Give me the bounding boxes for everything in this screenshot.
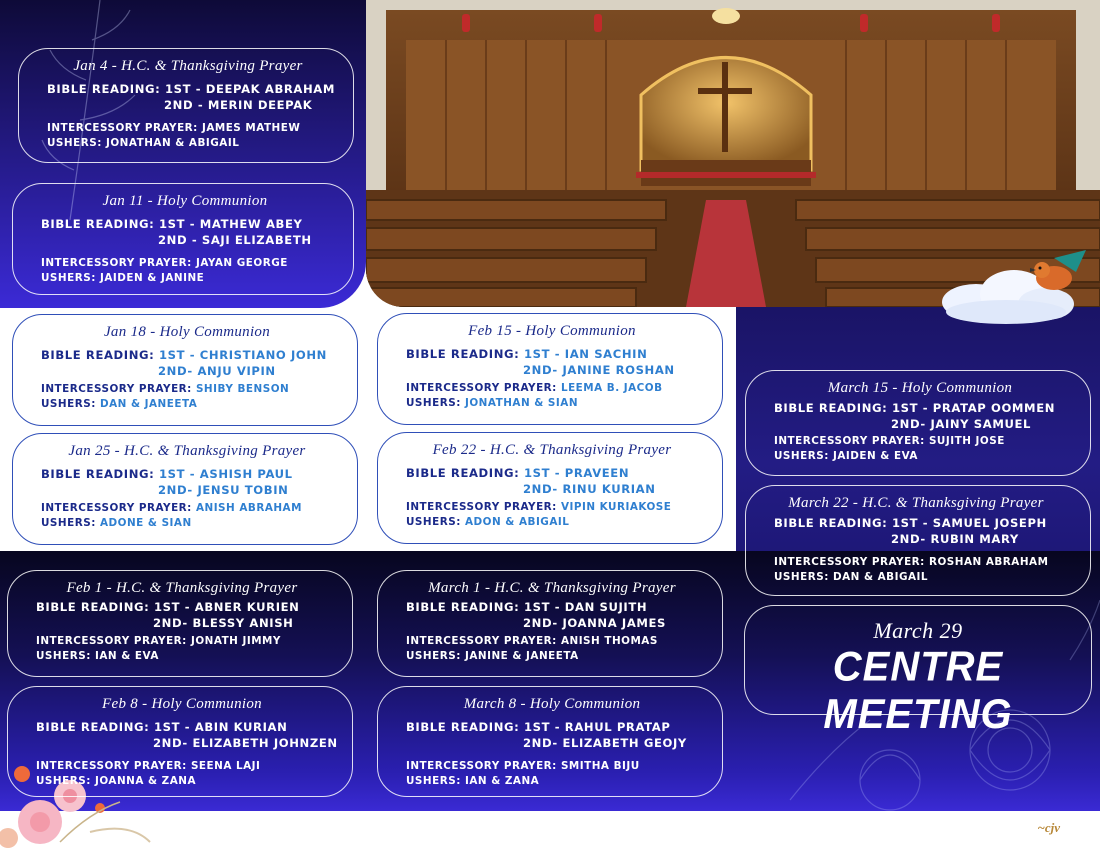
intercessory-prayer bbox=[406, 500, 710, 515]
bible-reading-label: BIBLE READING: bbox=[406, 600, 520, 614]
bible-reading-1st bbox=[47, 81, 341, 97]
bible-reading-1st-value: 1ST - IAN SACHIN bbox=[523, 347, 648, 361]
schedule-card-feb-8 bbox=[7, 686, 353, 797]
intercessory-prayer-label: INTERCESSORY PRAYER: bbox=[406, 635, 557, 647]
bible-reading-1st bbox=[766, 515, 1078, 531]
card-title: March 8 - Holy Communion bbox=[463, 696, 641, 712]
ushers bbox=[41, 271, 341, 286]
bible-reading-1st bbox=[36, 599, 340, 615]
ushers-value: JONATHAN & ABIGAIL bbox=[105, 136, 240, 149]
intercessory-prayer-label: INTERCESSORY PRAYER: bbox=[41, 502, 192, 514]
bible-reading-2nd: 2ND- JAINY SAMUEL bbox=[891, 417, 1031, 431]
card-title: Jan 11 - Holy Communion bbox=[102, 193, 268, 209]
bible-reading-1st bbox=[406, 465, 710, 481]
ushers-value: IAN & EVA bbox=[94, 649, 159, 662]
intercessory-prayer-value: SMITHA BIJU bbox=[560, 760, 640, 772]
bible-reading-1st-value: 1ST - PRATAP OOMMEN bbox=[891, 401, 1056, 415]
bible-reading-1st-value: 1ST - ABIN KURIAN bbox=[153, 720, 288, 734]
bible-reading-1st-value: 1ST - ASHISH PAUL bbox=[158, 467, 293, 481]
ushers-label: USHERS: bbox=[36, 649, 91, 662]
ushers bbox=[406, 396, 710, 411]
bible-reading-1st bbox=[41, 466, 345, 482]
ushers-value: IAN & ZANA bbox=[464, 774, 540, 787]
ushers-label: USHERS: bbox=[406, 515, 461, 528]
intercessory-prayer-label: INTERCESSORY PRAYER: bbox=[406, 382, 557, 394]
ushers-value: JAIDEN & EVA bbox=[832, 449, 918, 462]
bible-reading-label: BIBLE READING: bbox=[47, 82, 161, 96]
card-title: March 1 - H.C. & Thanksgiving Prayer bbox=[428, 580, 676, 596]
ushers-value: ADON & ABIGAIL bbox=[464, 515, 570, 528]
intercessory-prayer bbox=[406, 381, 710, 396]
ushers-label: USHERS: bbox=[406, 774, 461, 787]
bible-reading-1st bbox=[406, 719, 710, 735]
intercessory-prayer bbox=[41, 501, 345, 516]
schedule-card-feb-22 bbox=[377, 432, 723, 544]
card-title: Feb 22 - H.C. & Thanksgiving Prayer bbox=[432, 442, 672, 458]
intercessory-prayer-value: ANISH THOMAS bbox=[560, 635, 658, 647]
centre-meeting-card bbox=[744, 605, 1092, 738]
card-title: Jan 4 - H.C. & Thanksgiving Prayer bbox=[73, 58, 303, 74]
ushers-label: USHERS: bbox=[36, 774, 91, 787]
bible-reading-2nd: 2ND- JOANNA JAMES bbox=[523, 616, 666, 630]
ushers bbox=[41, 516, 345, 531]
intercessory-prayer-label: INTERCESSORY PRAYER: bbox=[36, 635, 187, 647]
ushers-value: DAN & ABIGAIL bbox=[832, 570, 929, 583]
intercessory-prayer-value: JONATH JIMMY bbox=[190, 635, 281, 647]
bible-reading-label: BIBLE READING: bbox=[41, 348, 155, 362]
ushers bbox=[36, 774, 340, 789]
bible-reading-1st-value: 1ST - ABNER KURIEN bbox=[153, 600, 300, 614]
bible-reading-label: BIBLE READING: bbox=[406, 720, 520, 734]
ushers-value: JAIDEN & JANINE bbox=[99, 271, 205, 284]
card-title: Jan 18 - Holy Communion bbox=[103, 324, 271, 340]
schedule-card-march-1 bbox=[377, 570, 723, 677]
intercessory-prayer-value: ROSHAN ABRAHAM bbox=[928, 556, 1049, 568]
ushers bbox=[774, 449, 1078, 464]
bible-reading-label: BIBLE READING: bbox=[36, 720, 150, 734]
ushers-label: USHERS: bbox=[406, 396, 461, 409]
ushers-label: USHERS: bbox=[774, 570, 829, 583]
intercessory-prayer-value: ANISH ABRAHAM bbox=[195, 502, 302, 514]
ushers bbox=[41, 397, 345, 412]
intercessory-prayer bbox=[406, 759, 710, 774]
bible-reading-2nd: 2ND- BLESSY ANISH bbox=[153, 616, 294, 630]
card-title: Feb 8 - Holy Communion bbox=[102, 696, 262, 712]
bible-reading-1st bbox=[406, 346, 710, 362]
intercessory-prayer bbox=[766, 555, 1078, 570]
centre-meeting-date: March 29 bbox=[873, 618, 963, 643]
bible-reading-1st bbox=[41, 347, 345, 363]
bible-reading-1st bbox=[774, 400, 1078, 416]
intercessory-prayer bbox=[47, 121, 341, 136]
bible-reading-1st-value: 1ST - PRAVEEN bbox=[523, 466, 630, 480]
intercessory-prayer-value: JAYAN GEORGE bbox=[195, 257, 288, 269]
intercessory-prayer-label: INTERCESSORY PRAYER: bbox=[406, 501, 557, 513]
bible-reading-label: BIBLE READING: bbox=[406, 347, 520, 361]
schedule-card-march-22 bbox=[745, 485, 1091, 596]
schedule-card-march-8 bbox=[377, 686, 723, 797]
intercessory-prayer-label: INTERCESSORY PRAYER: bbox=[406, 760, 557, 772]
intercessory-prayer-label: INTERCESSORY PRAYER: bbox=[41, 383, 192, 395]
bible-reading-2nd: 2ND- ELIZABETH JOHNZEN bbox=[153, 736, 338, 750]
ushers bbox=[406, 774, 710, 789]
intercessory-prayer-label: INTERCESSORY PRAYER: bbox=[774, 556, 925, 568]
ushers-label: USHERS: bbox=[406, 649, 461, 662]
footer-strip bbox=[0, 811, 1100, 850]
intercessory-prayer-label: INTERCESSORY PRAYER: bbox=[774, 435, 925, 447]
bible-reading-label: BIBLE READING: bbox=[41, 217, 155, 231]
intercessory-prayer bbox=[774, 434, 1078, 449]
schedule-card-feb-15 bbox=[377, 313, 723, 425]
bible-reading-2nd: 2ND- JANINE ROSHAN bbox=[523, 363, 675, 377]
bible-reading-1st-value: 1ST - SAMUEL JOSEPH bbox=[891, 516, 1047, 530]
bible-reading-1st bbox=[41, 216, 341, 232]
bible-reading-label: BIBLE READING: bbox=[36, 600, 150, 614]
intercessory-prayer-value: SUJITH JOSE bbox=[928, 435, 1005, 447]
intercessory-prayer bbox=[41, 256, 341, 271]
schedule-card-jan-18 bbox=[12, 314, 358, 426]
ushers bbox=[47, 136, 341, 151]
card-title: March 15 - Holy Communion bbox=[827, 380, 1013, 396]
schedule-card-jan-4 bbox=[18, 48, 354, 163]
schedule-card-march-15 bbox=[745, 370, 1091, 476]
intercessory-prayer-label: INTERCESSORY PRAYER: bbox=[36, 760, 187, 772]
ushers-value: ADONE & SIAN bbox=[99, 516, 192, 529]
intercessory-prayer bbox=[36, 759, 340, 774]
ushers-label: USHERS: bbox=[774, 449, 829, 462]
ushers-label: USHERS: bbox=[41, 397, 96, 410]
ushers-value: JOANNA & ZANA bbox=[94, 774, 196, 787]
card-title: Feb 1 - H.C. & Thanksgiving Prayer bbox=[66, 580, 298, 596]
ushers bbox=[766, 570, 1078, 585]
intercessory-prayer-value: LEEMA B. JACOB bbox=[560, 382, 663, 394]
intercessory-prayer-value: SHIBY BENSON bbox=[195, 383, 290, 395]
bible-reading-label: BIBLE READING: bbox=[406, 466, 520, 480]
bible-reading-2nd: 2ND - SAJI ELIZABETH bbox=[158, 233, 312, 247]
intercessory-prayer bbox=[36, 634, 340, 649]
ushers bbox=[406, 515, 710, 530]
intercessory-prayer bbox=[41, 382, 345, 397]
intercessory-prayer-value: SEENA LAJI bbox=[190, 760, 261, 772]
schedule-card-jan-11 bbox=[12, 183, 354, 295]
ushers-label: USHERS: bbox=[47, 136, 102, 149]
bible-reading-2nd: 2ND- ELIZABETH GEOJY bbox=[523, 736, 687, 750]
ushers-label: USHERS: bbox=[41, 516, 96, 529]
bible-reading-1st bbox=[36, 719, 340, 735]
bible-reading-label: BIBLE READING: bbox=[774, 516, 888, 530]
intercessory-prayer-value: JAMES MATHEW bbox=[201, 122, 301, 134]
bible-reading-1st-value: 1ST - DAN SUJITH bbox=[523, 600, 648, 614]
ushers bbox=[406, 649, 710, 664]
bible-reading-1st-value: 1ST - DEEPAK ABRAHAM bbox=[164, 82, 336, 96]
schedule-card-feb-1 bbox=[7, 570, 353, 677]
bible-reading-label: BIBLE READING: bbox=[774, 401, 888, 415]
card-title: March 22 - H.C. & Thanksgiving Prayer bbox=[788, 495, 1044, 511]
bible-reading-2nd: 2ND- ANJU VIPIN bbox=[158, 364, 276, 378]
bible-reading-2nd: 2ND- JENSU TOBIN bbox=[158, 483, 289, 497]
intercessory-prayer-value: VIPIN KURIAKOSE bbox=[560, 501, 672, 513]
bible-reading-2nd: 2ND- RINU KURIAN bbox=[523, 482, 656, 496]
bird-icon bbox=[1024, 248, 1094, 302]
card-title: Feb 15 - Holy Communion bbox=[468, 323, 636, 339]
bible-reading-1st bbox=[406, 599, 710, 615]
card-title: Jan 25 - H.C. & Thanksgiving Prayer bbox=[68, 443, 306, 459]
ushers-value: JANINE & JANEETA bbox=[464, 649, 579, 662]
ushers-label: USHERS: bbox=[41, 271, 96, 284]
bible-reading-1st-value: 1ST - MATHEW ABEY bbox=[158, 217, 303, 231]
centre-meeting-title: CENTRE MEETING bbox=[823, 643, 1013, 738]
schedule-card-jan-25 bbox=[12, 433, 358, 545]
bible-reading-1st-value: 1ST - RAHUL PRATAP bbox=[523, 720, 671, 734]
signature: ~cjv bbox=[1037, 820, 1060, 835]
ushers bbox=[36, 649, 340, 664]
intercessory-prayer bbox=[406, 634, 710, 649]
bible-reading-2nd: 2ND- RUBIN MARY bbox=[891, 532, 1019, 546]
bible-reading-1st-value: 1ST - CHRISTIANO JOHN bbox=[158, 348, 327, 362]
ushers-value: DAN & JANEETA bbox=[99, 397, 198, 410]
intercessory-prayer-label: INTERCESSORY PRAYER: bbox=[41, 257, 192, 269]
bible-reading-label: BIBLE READING: bbox=[41, 467, 155, 481]
ushers-value: JONATHAN & SIAN bbox=[464, 396, 579, 409]
intercessory-prayer-label: INTERCESSORY PRAYER: bbox=[47, 122, 198, 134]
bible-reading-2nd: 2ND - MERIN DEEPAK bbox=[164, 98, 313, 112]
